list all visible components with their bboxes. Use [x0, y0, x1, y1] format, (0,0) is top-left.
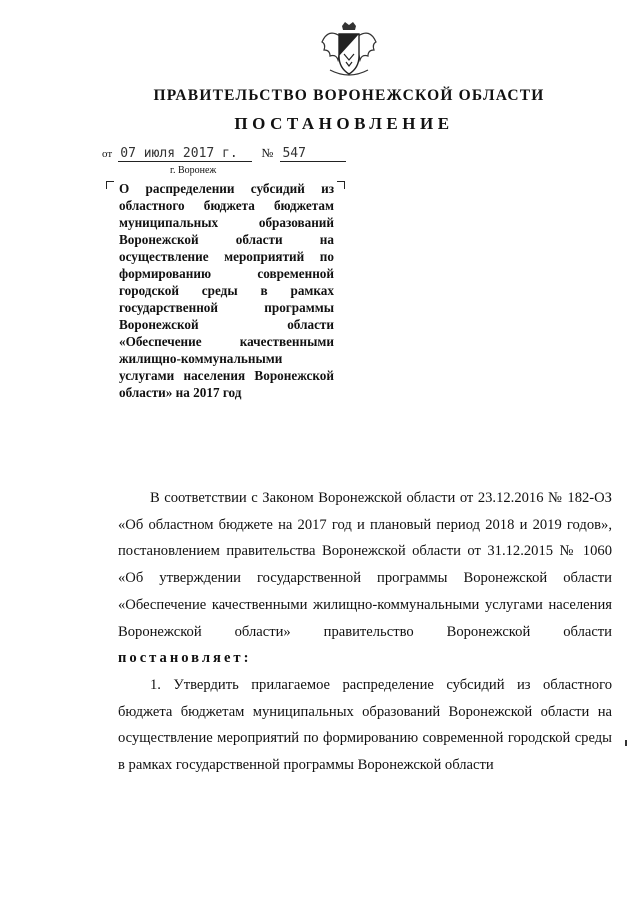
- date-number-line: [102, 146, 346, 162]
- preamble-text: В соответствии с Законом Воронежской области от 23.12.2016 № 182-ОЗ «Об областном бюджете на 2017 год и плановый период 2018 и 2019 годов», постановлением правительства Воронежской области от 31.12.2015 № 1060 «Об утверждении государственной программы Воронежской области «Обеспечение качественными жилищно-коммунальными услугами населения Воронежской области» правительство Воронежской области: [118, 490, 612, 640]
- document-type: ПОСТАНОВЛЕНИЕ: [234, 114, 454, 133]
- document-body: [118, 485, 612, 779]
- number-label: №: [261, 146, 274, 160]
- item-1-paragraph: 1. Утвердить прилагаемое распределение субсидий из областного бюджета бюджетам муниципальных образований Воронежской области на осуществление мероприятий по формированию современной городской среды в рамках государственной программы Воронежской области: [118, 676, 612, 774]
- government-title: ПРАВИТЕЛЬСТВО ВОРОНЕЖСКОЙ ОБЛАСТИ: [153, 87, 545, 104]
- subject-bracket-right: [337, 181, 345, 189]
- subject-bracket-left: [106, 181, 114, 189]
- margin-mark: [625, 740, 627, 746]
- document-number: 547: [280, 147, 346, 162]
- coat-of-arms-icon: [318, 20, 380, 82]
- city-label: г. Воронеж: [170, 165, 217, 176]
- preamble-paragraph: [118, 485, 612, 672]
- document-subject: О распределении субсидий из областного бюджета бюджетам муниципальных образований Воронежской области на осуществление мероприятий по формированию современной городской среды в рамках государственной программы Воронежской области «Обеспечение качественными жилищно-коммунальными услугами населения Воронежской области» на 2017 год: [119, 181, 334, 400]
- document-date: 07 июля 2017 г.: [118, 147, 252, 162]
- from-label: от: [102, 148, 113, 160]
- decree-word: постановляет:: [118, 650, 252, 667]
